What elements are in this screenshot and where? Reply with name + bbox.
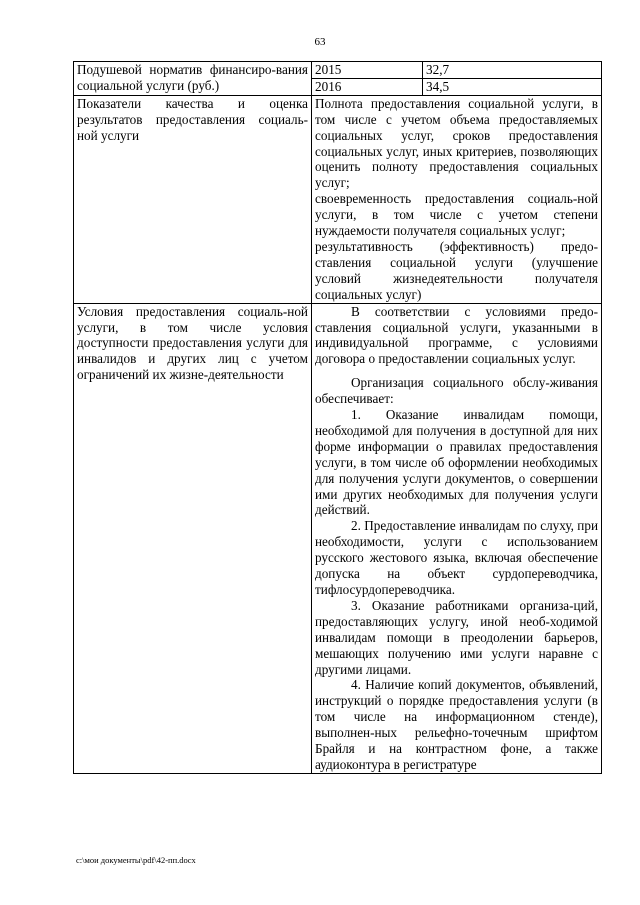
funding-value-2015: 32,7 [423, 62, 602, 79]
conditions-paragraph: 1. Оказание инвалидам помощи, необходимой для получения в доступной для них форме информации о правилах предоставления услуги, в том числе об оформлении необходимых для получения услуги документов, о совершении ими других необходимых для получения услуги действий. [315, 407, 598, 518]
funding-year-2016: 2016 [312, 78, 423, 95]
conditions-paragraph: В соответствии с условиями предо-ставления социальной услуги, указанными в индивидуальной программе, с условиями договора о предоставлении социальных услуг. [315, 303, 598, 367]
table-row-quality [74, 95, 602, 303]
quality-label: Показатели качества и оценка результатов предоставления социаль-ной услуги [74, 95, 312, 303]
funding-year-2015: 2015 [312, 62, 423, 79]
funding-value-2016: 34,5 [423, 78, 602, 95]
quality-paragraph: своевременность предоставления социаль-ной услуги, в том числе с учетом степени нуждаемости получателя социальных услуг; [315, 191, 598, 239]
conditions-paragraph: 4. Наличие копий документов, объявлений, инструкций о порядке предоставления услуги (в том числе на информационном стенде), выполнен-ных рельефно-точечным шрифтом Брайля и на контрастном фоне, а также аудиоконтура в регистратуре [315, 677, 598, 772]
footer-file-path: c:\мои документы\pdf\42-пп.docx [76, 855, 196, 865]
conditions-paragraph: Организация социального обслу-живания обеспечивает: [315, 375, 598, 407]
conditions-paragraph: 3. Оказание работниками организа-ций, предоставляющих услугу, иной необ-ходимой инвалидам помощи в преодолении барьеров, мешающих получению ими услуги наравне с другими лицами. [315, 597, 598, 677]
table-row-conditions [74, 303, 602, 773]
quality-content [312, 95, 602, 303]
conditions-content [312, 303, 602, 773]
conditions-paragraph: 2. Предоставление инвалидам по слуху, при необходимости, услуги с использованием русского жестового языка, включая обеспечение допуска на объект сурдопереводчика, тифлосурдопереводчика. [315, 518, 598, 597]
quality-paragraph: Полнота предоставления социальной услуги, в том числе с учетом объема предоставляемых социальных услуг, сроков предоставления социальных услуг, иных критериев, позволяющих оценить полноту предоставления социальных услуг; [315, 95, 598, 191]
page-number: 63 [314, 36, 326, 48]
services-table [73, 61, 602, 774]
table-row-funding-2015 [74, 62, 602, 79]
funding-label: Подушевой норматив финансиро-вания социальной услуги (руб.) [74, 62, 312, 96]
conditions-label: Условия предоставления социаль-ной услуги, в том числе условия доступности предоставления услуги для инвалидов и других лиц с учетом ограничений их жизне-деятельности [74, 303, 312, 773]
quality-paragraph: результативность (эффективность) предо-ставления социальной услуги (улучшение условий жизнедеятельности получателя социальных услуг) [315, 238, 598, 302]
